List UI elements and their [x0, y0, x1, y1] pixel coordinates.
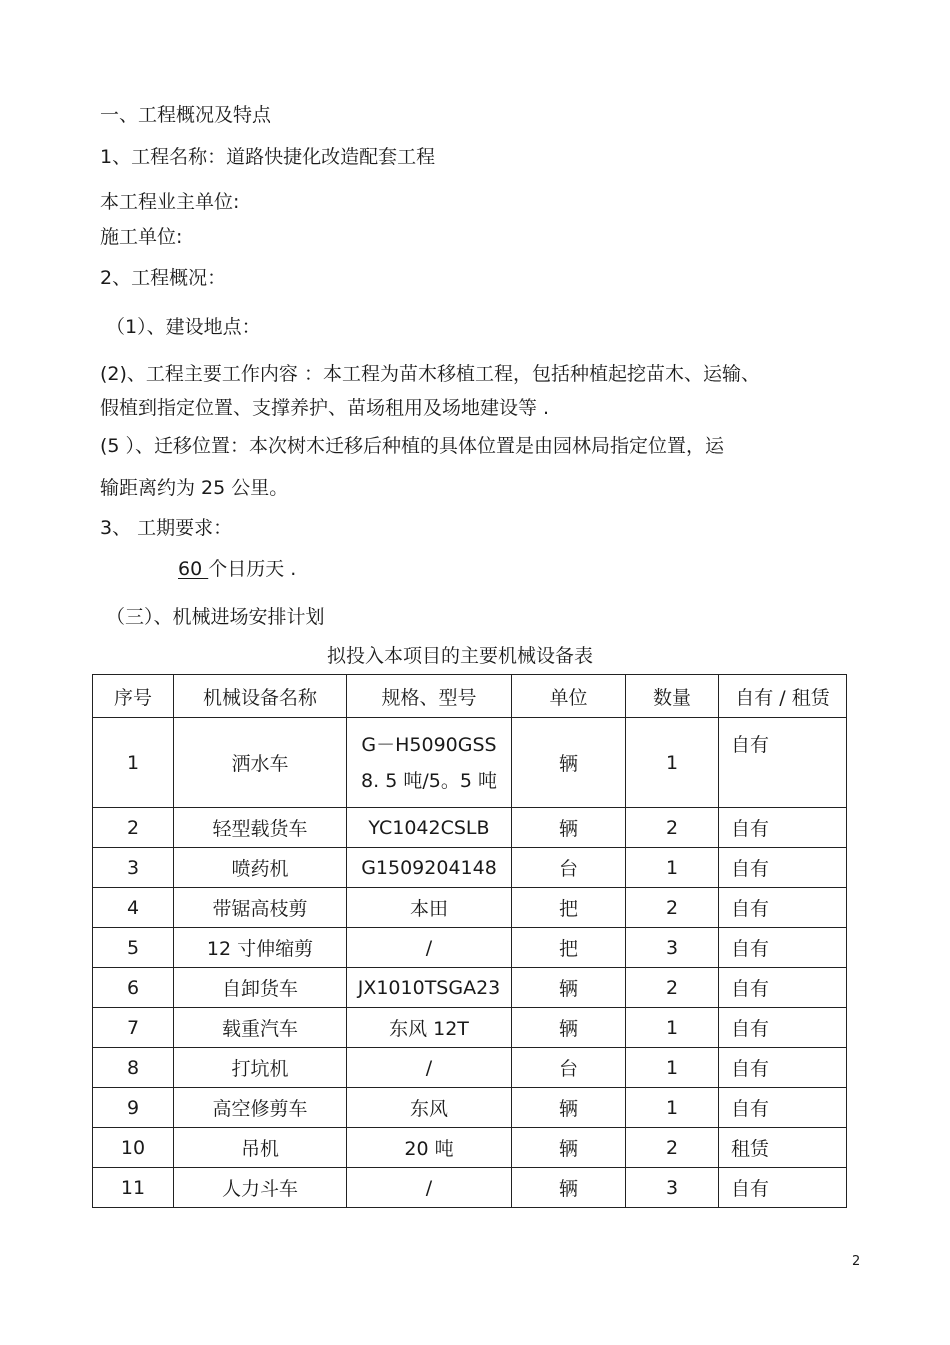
cell-ownership: 自有 — [719, 888, 847, 928]
schedule-days-unit: 个日历天 . — [208, 558, 297, 580]
table-row — [93, 808, 847, 848]
cell-unit: 把 — [512, 888, 626, 928]
table-row — [93, 968, 847, 1008]
cell-ownership: 自有 — [719, 848, 847, 888]
cell-spec — [347, 718, 512, 808]
schedule-days — [178, 560, 296, 579]
cell-unit: 辆 — [512, 1088, 626, 1128]
cell-name: 载重汽车 — [174, 1008, 347, 1048]
table-row — [93, 1048, 847, 1088]
cell-ownership: 自有 — [719, 1088, 847, 1128]
cell-no: 9 — [93, 1088, 174, 1128]
equipment-table — [92, 674, 847, 1208]
cell-no: 10 — [93, 1128, 174, 1168]
work-content-line2: 假植到指定位置、支撑养护、苗场租用及场地建设等 . — [100, 397, 550, 419]
cell-no: 4 — [93, 888, 174, 928]
cell-name: 洒水车 — [174, 718, 347, 808]
relocation-line2: 输距离约为 25 公里。 — [100, 477, 289, 499]
page-number: 2 — [852, 1254, 861, 1269]
cell-no: 1 — [93, 718, 174, 808]
cell-name: 12 寸伸缩剪 — [174, 928, 347, 968]
cell-qty: 3 — [626, 1168, 719, 1208]
cell-qty: 3 — [626, 928, 719, 968]
construction-location: （1）、建设地点： — [106, 316, 261, 338]
cell-unit: 辆 — [512, 1128, 626, 1168]
cell-spec: JX1010TSGA23 — [347, 968, 512, 1008]
cell-spec: / — [347, 1048, 512, 1088]
table-row — [93, 1008, 847, 1048]
cell-spec: / — [347, 928, 512, 968]
cell-qty: 2 — [626, 808, 719, 848]
table-header-row — [93, 675, 847, 718]
cell-ownership: 租赁 — [719, 1128, 847, 1168]
project-overview: 2、工程概况： — [100, 267, 227, 289]
cell-spec-line1: G－H5090GSS — [361, 733, 497, 756]
table-row — [93, 718, 847, 808]
cell-name: 喷药机 — [174, 848, 347, 888]
table-row — [93, 1128, 847, 1168]
cell-ownership: 自有 — [719, 1168, 847, 1208]
cell-spec: / — [347, 1168, 512, 1208]
cell-name: 自卸货车 — [174, 968, 347, 1008]
cell-no: 8 — [93, 1048, 174, 1088]
cell-unit: 台 — [512, 1048, 626, 1088]
cell-name: 吊机 — [174, 1128, 347, 1168]
header-no: 序号 — [93, 675, 174, 718]
machine-plan-title: （三）、机械进场安排计划 — [106, 606, 325, 628]
cell-ownership: 自有 — [719, 968, 847, 1008]
cell-name: 打坑机 — [174, 1048, 347, 1088]
cell-unit: 辆 — [512, 1008, 626, 1048]
cell-qty: 2 — [626, 888, 719, 928]
cell-qty: 1 — [626, 1048, 719, 1088]
cell-qty: 1 — [626, 1088, 719, 1128]
cell-spec: 东风 12T — [347, 1008, 512, 1048]
relocation-line1: (5 ）、迁移位置：本次树木迁移后种植的具体位置是由园林局指定位置，运 — [100, 435, 725, 457]
cell-qty: 1 — [626, 848, 719, 888]
cell-name: 轻型载货车 — [174, 808, 347, 848]
table-title: 拟投入本项目的主要机械设备表 — [327, 645, 594, 667]
table-row — [93, 1088, 847, 1128]
cell-name: 带锯高枝剪 — [174, 888, 347, 928]
cell-no: 6 — [93, 968, 174, 1008]
cell-unit: 辆 — [512, 718, 626, 808]
header-spec: 规格、型号 — [347, 675, 512, 718]
cell-qty: 1 — [626, 1008, 719, 1048]
header-ownership: 自有 / 租赁 — [719, 675, 847, 718]
table-row — [93, 888, 847, 928]
cell-qty: 2 — [626, 1128, 719, 1168]
cell-spec: 东风 — [347, 1088, 512, 1128]
table-row — [93, 848, 847, 888]
cell-name: 高空修剪车 — [174, 1088, 347, 1128]
contractor-unit: 施工单位: — [100, 226, 183, 248]
work-content-line1: (2)、工程主要工作内容 ：本工程为苗木移植工程，包括种植起挖苗木、运输、 — [100, 363, 760, 385]
cell-name: 人力斗车 — [174, 1168, 347, 1208]
cell-no: 7 — [93, 1008, 174, 1048]
project-name: 1、工程名称：道路快捷化改造配套工程 — [100, 146, 436, 168]
cell-no: 11 — [93, 1168, 174, 1208]
cell-unit: 辆 — [512, 1168, 626, 1208]
cell-unit: 辆 — [512, 808, 626, 848]
cell-spec-line2: 8. 5 吨/5。5 吨 — [361, 769, 497, 792]
cell-qty: 1 — [626, 718, 719, 808]
table-row — [93, 1168, 847, 1208]
cell-spec: 本田 — [347, 888, 512, 928]
schedule-title: 3、 工期要求： — [100, 517, 233, 539]
cell-spec: YC1042CSLB — [347, 808, 512, 848]
cell-no: 3 — [93, 848, 174, 888]
header-name: 机械设备名称 — [174, 675, 347, 718]
section-title: 一、工程概况及特点 — [100, 104, 272, 126]
cell-ownership: 自有 — [719, 928, 847, 968]
header-unit: 单位 — [512, 675, 626, 718]
cell-qty: 2 — [626, 968, 719, 1008]
header-qty: 数量 — [626, 675, 719, 718]
cell-spec: 20 吨 — [347, 1128, 512, 1168]
cell-ownership: 自有 — [719, 1048, 847, 1088]
cell-no: 5 — [93, 928, 174, 968]
cell-unit: 辆 — [512, 968, 626, 1008]
cell-ownership: 自有 — [719, 808, 847, 848]
cell-ownership: 自有 — [719, 718, 847, 808]
cell-spec: G1509204148 — [347, 848, 512, 888]
cell-no: 2 — [93, 808, 174, 848]
cell-unit: 台 — [512, 848, 626, 888]
owner-unit: 本工程业主单位: — [100, 191, 240, 213]
cell-unit: 把 — [512, 928, 626, 968]
cell-ownership: 自有 — [719, 1008, 847, 1048]
table-row — [93, 928, 847, 968]
schedule-days-value: 60 — [178, 558, 209, 580]
